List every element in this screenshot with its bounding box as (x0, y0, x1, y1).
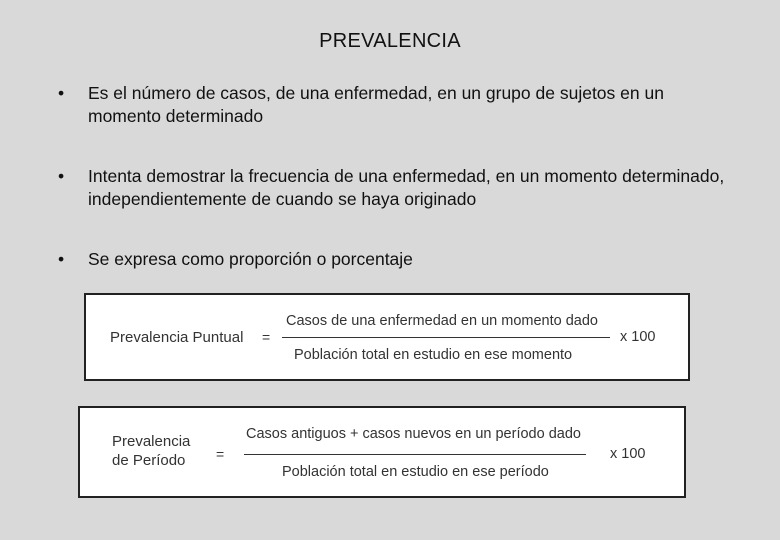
bullet-dot: • (58, 249, 65, 269)
fraction-line (282, 337, 610, 338)
formula-period-prevalence (78, 406, 686, 498)
formula-label-line2: de Período (112, 452, 186, 469)
bullet-item (56, 165, 736, 211)
formula-numerator: Casos antiguos + casos nuevos en un período dado (246, 426, 581, 442)
bullet-dot: • (58, 166, 65, 186)
formula-multiplier: x 100 (620, 329, 656, 345)
formula-multiplier: x 100 (610, 446, 646, 462)
bullet-item (56, 248, 736, 271)
bullet-dot: • (58, 83, 65, 103)
bullet-item (56, 82, 736, 128)
formula-label-line1: Prevalencia (112, 433, 191, 450)
equals-sign: = (262, 329, 271, 345)
equals-sign: = (216, 446, 225, 462)
formula-point-prevalence (84, 293, 690, 381)
slide-title: PREVALENCIA (319, 30, 461, 52)
bullet-list (56, 82, 736, 308)
bullet-text: Es el número de casos, de una enfermedad, en un grupo de sujetos en un momento determinado (88, 83, 664, 126)
formula-label: Prevalencia Puntual (110, 329, 244, 346)
bullet-text: Intenta demostrar la frecuencia de una enfermedad, en un momento determinado, independientemente de cuando se haya originado (88, 166, 725, 209)
bullet-text: Se expresa como proporción o porcentaje (88, 249, 413, 269)
formula-denominator: Población total en estudio en ese período (282, 464, 549, 480)
fraction-line (244, 454, 586, 455)
formula-numerator: Casos de una enfermedad en un momento dado (286, 313, 598, 329)
formula-denominator: Población total en estudio en ese momento (294, 347, 573, 363)
